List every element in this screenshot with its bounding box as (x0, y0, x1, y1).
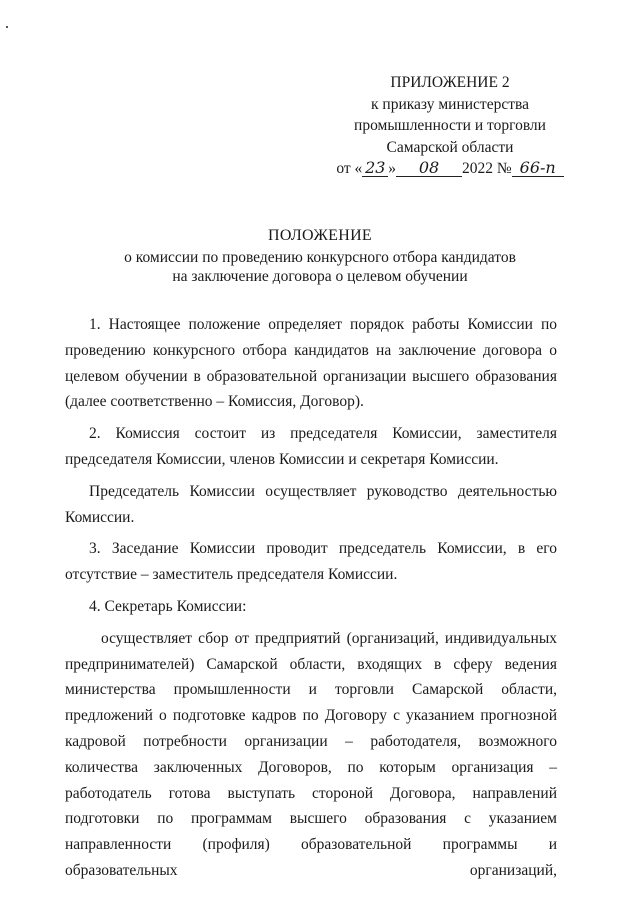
annex-region-line: Самарской области (386, 138, 514, 156)
paragraph-4: 4. Секретарь Комиссии: (89, 597, 247, 615)
paragraph-chair: Председатель Комиссии осуществляет руководство деятельностью Комиссии. (65, 482, 557, 526)
annex-title: ПРИЛОЖЕНИЕ 2 (390, 74, 510, 91)
document-title (0, 226, 640, 287)
paragraph-secretary-duties: осуществляет сбор от предприятий (организаций, индивидуальных предпринимателей) Самарской области, входящих в сферу ведения министерства промышленности и торговли Самарской области, предложений о подготовке кадров по Договору с указанием прогнозной кадровой потребности организации – работодателя, возможного количества заключенных Договоров, по которым организация – работодатель готова выступать стороной Договора, направлений подготовки по программам высшего образования с указанием направленности (профиля) образовательной программы и образовательных организаций, (65, 629, 557, 879)
annex-ministry-line: промышленности и торговли (354, 117, 546, 134)
order-number-handwritten: 66-п (512, 159, 564, 177)
title-sub-1: о комиссии по проведению конкурсного отбора кандидатов (124, 248, 516, 266)
document-body (65, 312, 557, 890)
annex-order-line: к приказу министерства (371, 95, 529, 113)
date-month-handwritten: 08 (396, 159, 462, 177)
annex-header (300, 72, 600, 180)
title-sub-2: на заключение договора о целевом обучении (172, 268, 468, 285)
paragraph-2: 2. Комиссия состоит из председателя Комиссии, заместителя председателя Комиссии, членов Комиссии и секретаря Комиссии. (65, 425, 557, 468)
date-mid: » (388, 160, 397, 177)
annex-date-line (300, 158, 600, 180)
date-prefix: от « (336, 160, 363, 177)
date-year: 2022 № (462, 160, 512, 177)
paragraph-1: 1. Настоящее положение определяет порядок работы Комиссии по проведению конкурсного отбора кандидатов на заключение договора о целевом обучении в образовательной организации высшего образования (далее соответственно – Комиссия, Договор). (65, 316, 557, 411)
title-main: ПОЛОЖЕНИЕ (267, 227, 372, 244)
paragraph-3: 3. Заседание Комиссии проводит председатель Комиссии, в его отсутствие – заместитель председателя Комиссии. (65, 540, 557, 584)
scan-speck (6, 26, 8, 28)
date-day-handwritten: 23 (362, 159, 388, 177)
